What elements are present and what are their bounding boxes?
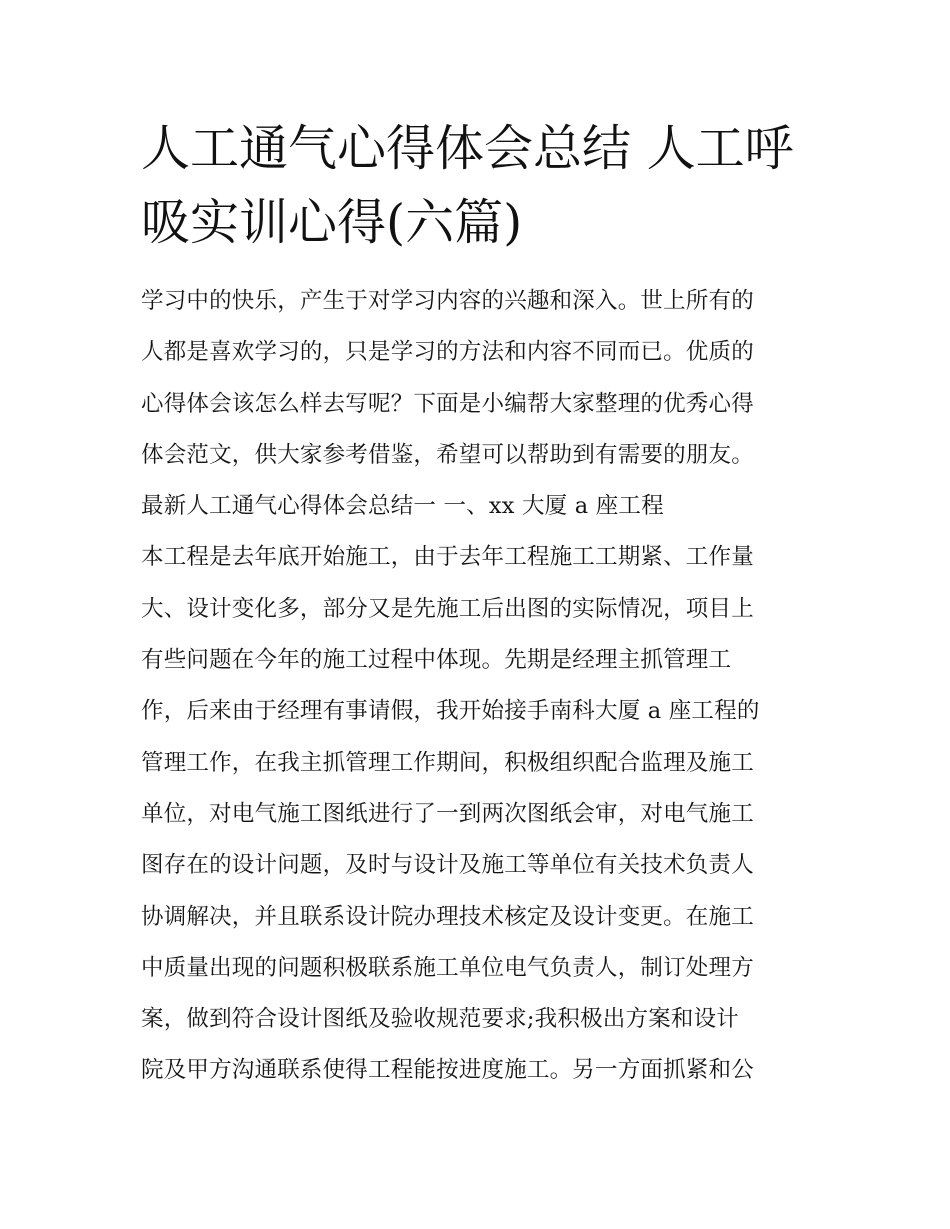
body-line: 体会范文，供大家参考借鉴，希望可以帮助到有需要的朋友。 [141, 441, 754, 468]
body-line: 有些问题在今年的施工过程中体现。先期是经理主抓管理工 [141, 647, 732, 674]
body-line: 协调解决，并且联系设计院办理技术核定及设计变更。在施工 [141, 903, 754, 930]
body-line: 案，做到符合设计图纸及验收规范要求;我积极出方案和设计 [141, 1006, 739, 1033]
body-line: 本工程是去年底开始施工，由于去年工程施工工期紧、工作量 [141, 544, 754, 571]
body-line: 最新人工通气心得体会总结一 一、xx 大厦 a 座工程 [141, 493, 664, 520]
body-line: 管理工作，在我主抓管理工作期间，积极组织配合监理及施工 [141, 749, 754, 776]
body-line: 院及甲方沟通联系使得工程能按进度施工。另一方面抓紧和公 [141, 1057, 754, 1084]
body-line: 单位，对电气施工图纸进行了一到两次图纸会审，对电气施工 [141, 800, 754, 827]
body-line: 作，后来由于经理有事请假，我开始接手南科大厦 a 座工程的 [141, 698, 760, 725]
document-title: 人工通气心得体会总结 人工呼吸实训心得(六篇) [141, 120, 794, 251]
body-line: 学习中的快乐，产生于对学习内容的兴趣和深入。世上所有的 [141, 288, 754, 314]
body-line: 心得体会该怎么样去写呢？下面是小编帮大家整理的优秀心得 [141, 390, 754, 417]
body-line: 中质量出现的问题积极联系施工单位电气负责人，制订处理方 [141, 954, 754, 981]
body-line: 图存在的设计问题，及时与设计及施工等单位有关技术负责人 [141, 852, 754, 879]
body-line: 大、设计变化多，部分又是先施工后出图的实际情况，项目上 [141, 595, 754, 622]
body-line: 人都是喜欢学习的，只是学习的方法和内容不同而已。优质的 [141, 339, 754, 366]
document-body [141, 279, 841, 1100]
